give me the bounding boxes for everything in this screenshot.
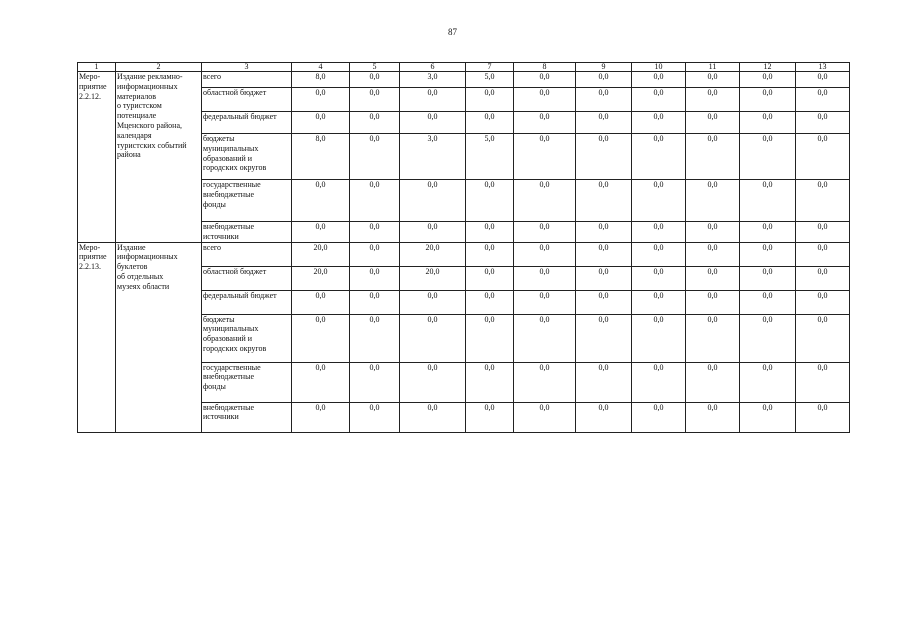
value-cell: 0,0: [740, 180, 796, 222]
value-cell: 0,0: [632, 180, 686, 222]
page-number: 87: [448, 27, 457, 37]
funding-source: государственные внебюджетные фонды: [202, 362, 292, 402]
value-cell: 0,0: [400, 112, 466, 134]
value-cell: 0,0: [292, 290, 350, 314]
value-cell: 0,0: [796, 222, 850, 243]
value-cell: 0,0: [632, 222, 686, 243]
value-cell: 0,0: [466, 266, 514, 290]
value-cell: 0,0: [686, 314, 740, 362]
column-header-1: 1: [78, 63, 116, 72]
value-cell: 0,0: [576, 266, 632, 290]
value-cell: 0,0: [350, 242, 400, 266]
value-cell: 0,0: [466, 362, 514, 402]
value-cell: 0,0: [796, 88, 850, 112]
value-cell: 0,0: [576, 134, 632, 180]
value-cell: 0,0: [466, 180, 514, 222]
value-cell: 0,0: [514, 222, 576, 243]
funding-source: бюджеты муниципальных образований и городских округов: [202, 314, 292, 362]
value-cell: 0,0: [466, 314, 514, 362]
value-cell: 0,0: [740, 222, 796, 243]
value-cell: 0,0: [632, 88, 686, 112]
table-row: [78, 242, 850, 266]
value-cell: 0,0: [632, 266, 686, 290]
measure-id: Меро- приятие 2.2.13.: [78, 242, 116, 432]
value-cell: 0,0: [576, 180, 632, 222]
funding-source: бюджеты муниципальных образований и городских округов: [202, 134, 292, 180]
column-header-9: 9: [576, 63, 632, 72]
value-cell: 0,0: [400, 362, 466, 402]
value-cell: 0,0: [632, 112, 686, 134]
value-cell: 0,0: [400, 290, 466, 314]
value-cell: 0,0: [740, 134, 796, 180]
value-cell: 0,0: [350, 362, 400, 402]
value-cell: 0,0: [514, 290, 576, 314]
value-cell: 0,0: [632, 242, 686, 266]
value-cell: 8,0: [292, 134, 350, 180]
value-cell: 0,0: [292, 88, 350, 112]
value-cell: 0,0: [796, 242, 850, 266]
column-header-6: 6: [400, 63, 466, 72]
value-cell: 0,0: [740, 314, 796, 362]
value-cell: 0,0: [686, 112, 740, 134]
value-cell: 0,0: [632, 134, 686, 180]
value-cell: 0,0: [686, 72, 740, 88]
value-cell: 20,0: [400, 242, 466, 266]
value-cell: 5,0: [466, 134, 514, 180]
value-cell: 0,0: [796, 72, 850, 88]
value-cell: 0,0: [400, 314, 466, 362]
measure-description: Издание информационных буклетов об отдельных музеях области: [116, 242, 202, 432]
value-cell: 0,0: [514, 362, 576, 402]
column-header-12: 12: [740, 63, 796, 72]
value-cell: 0,0: [576, 88, 632, 112]
value-cell: 0,0: [632, 314, 686, 362]
funding-source: государственные внебюджетные фонды: [202, 180, 292, 222]
value-cell: 0,0: [576, 314, 632, 362]
value-cell: 0,0: [292, 180, 350, 222]
value-cell: 0,0: [350, 290, 400, 314]
value-cell: 0,0: [292, 112, 350, 134]
value-cell: 0,0: [292, 222, 350, 243]
measure-id: Меро- приятие 2.2.12.: [78, 72, 116, 243]
value-cell: 0,0: [514, 112, 576, 134]
value-cell: 0,0: [740, 72, 796, 88]
value-cell: 0,0: [686, 222, 740, 243]
value-cell: 0,0: [686, 402, 740, 432]
value-cell: 0,0: [686, 290, 740, 314]
value-cell: 0,0: [740, 266, 796, 290]
column-header-5: 5: [350, 63, 400, 72]
value-cell: 0,0: [796, 402, 850, 432]
value-cell: 0,0: [400, 180, 466, 222]
value-cell: 0,0: [796, 290, 850, 314]
value-cell: 0,0: [466, 290, 514, 314]
value-cell: 0,0: [686, 242, 740, 266]
value-cell: 8,0: [292, 72, 350, 88]
value-cell: 0,0: [740, 290, 796, 314]
value-cell: 0,0: [796, 180, 850, 222]
value-cell: 0,0: [514, 314, 576, 362]
column-header-2: 2: [116, 63, 202, 72]
value-cell: 0,0: [632, 362, 686, 402]
value-cell: 5,0: [466, 72, 514, 88]
value-cell: 0,0: [466, 112, 514, 134]
table-row: [78, 72, 850, 88]
column-header-10: 10: [632, 63, 686, 72]
header-row: [78, 63, 850, 72]
value-cell: 0,0: [796, 314, 850, 362]
funding-source: всего: [202, 242, 292, 266]
value-cell: 0,0: [514, 180, 576, 222]
value-cell: 0,0: [466, 222, 514, 243]
value-cell: 0,0: [514, 266, 576, 290]
value-cell: 0,0: [400, 402, 466, 432]
value-cell: 0,0: [350, 180, 400, 222]
value-cell: 0,0: [292, 362, 350, 402]
value-cell: 0,0: [292, 402, 350, 432]
value-cell: 0,0: [632, 402, 686, 432]
value-cell: 0,0: [292, 314, 350, 362]
value-cell: 0,0: [350, 88, 400, 112]
value-cell: 0,0: [576, 242, 632, 266]
value-cell: 0,0: [576, 112, 632, 134]
value-cell: 0,0: [576, 290, 632, 314]
funding-source: областной бюджет: [202, 88, 292, 112]
funding-source: федеральный бюджет: [202, 112, 292, 134]
column-header-11: 11: [686, 63, 740, 72]
value-cell: 3,0: [400, 72, 466, 88]
value-cell: 0,0: [796, 134, 850, 180]
value-cell: 0,0: [350, 134, 400, 180]
funding-source: внебюджетные источники: [202, 402, 292, 432]
value-cell: 0,0: [514, 134, 576, 180]
value-cell: 0,0: [740, 402, 796, 432]
value-cell: 20,0: [292, 242, 350, 266]
value-cell: 0,0: [350, 222, 400, 243]
column-header-8: 8: [514, 63, 576, 72]
funding-source: областной бюджет: [202, 266, 292, 290]
funding-source: всего: [202, 72, 292, 88]
measure-description: Издание рекламно- информационных материалов о туристском потенциале Мценского района, календаря туристских событий района: [116, 72, 202, 243]
value-cell: 0,0: [350, 72, 400, 88]
value-cell: 0,0: [632, 290, 686, 314]
value-cell: 0,0: [350, 112, 400, 134]
value-cell: 0,0: [400, 222, 466, 243]
value-cell: 20,0: [400, 266, 466, 290]
value-cell: 0,0: [796, 362, 850, 402]
value-cell: 0,0: [576, 402, 632, 432]
value-cell: 0,0: [466, 88, 514, 112]
funding-source: внебюджетные источники: [202, 222, 292, 243]
value-cell: 0,0: [350, 314, 400, 362]
value-cell: 0,0: [632, 72, 686, 88]
value-cell: 0,0: [514, 72, 576, 88]
value-cell: 0,0: [350, 402, 400, 432]
value-cell: 0,0: [514, 88, 576, 112]
value-cell: 0,0: [686, 266, 740, 290]
value-cell: 0,0: [796, 266, 850, 290]
value-cell: 0,0: [740, 362, 796, 402]
value-cell: 0,0: [686, 88, 740, 112]
value-cell: 0,0: [350, 266, 400, 290]
value-cell: 0,0: [514, 242, 576, 266]
value-cell: 0,0: [740, 88, 796, 112]
value-cell: 0,0: [740, 242, 796, 266]
value-cell: 0,0: [466, 242, 514, 266]
value-cell: 0,0: [576, 362, 632, 402]
value-cell: 0,0: [686, 134, 740, 180]
column-header-3: 3: [202, 63, 292, 72]
value-cell: 0,0: [686, 362, 740, 402]
value-cell: 0,0: [514, 402, 576, 432]
value-cell: 0,0: [796, 112, 850, 134]
value-cell: 0,0: [686, 180, 740, 222]
column-header-7: 7: [466, 63, 514, 72]
value-cell: 3,0: [400, 134, 466, 180]
column-header-4: 4: [292, 63, 350, 72]
value-cell: 0,0: [576, 222, 632, 243]
value-cell: 0,0: [576, 72, 632, 88]
column-header-13: 13: [796, 63, 850, 72]
value-cell: 0,0: [466, 402, 514, 432]
value-cell: 20,0: [292, 266, 350, 290]
value-cell: 0,0: [400, 88, 466, 112]
budget-table: [77, 62, 850, 433]
value-cell: 0,0: [740, 112, 796, 134]
funding-source: федеральный бюджет: [202, 290, 292, 314]
